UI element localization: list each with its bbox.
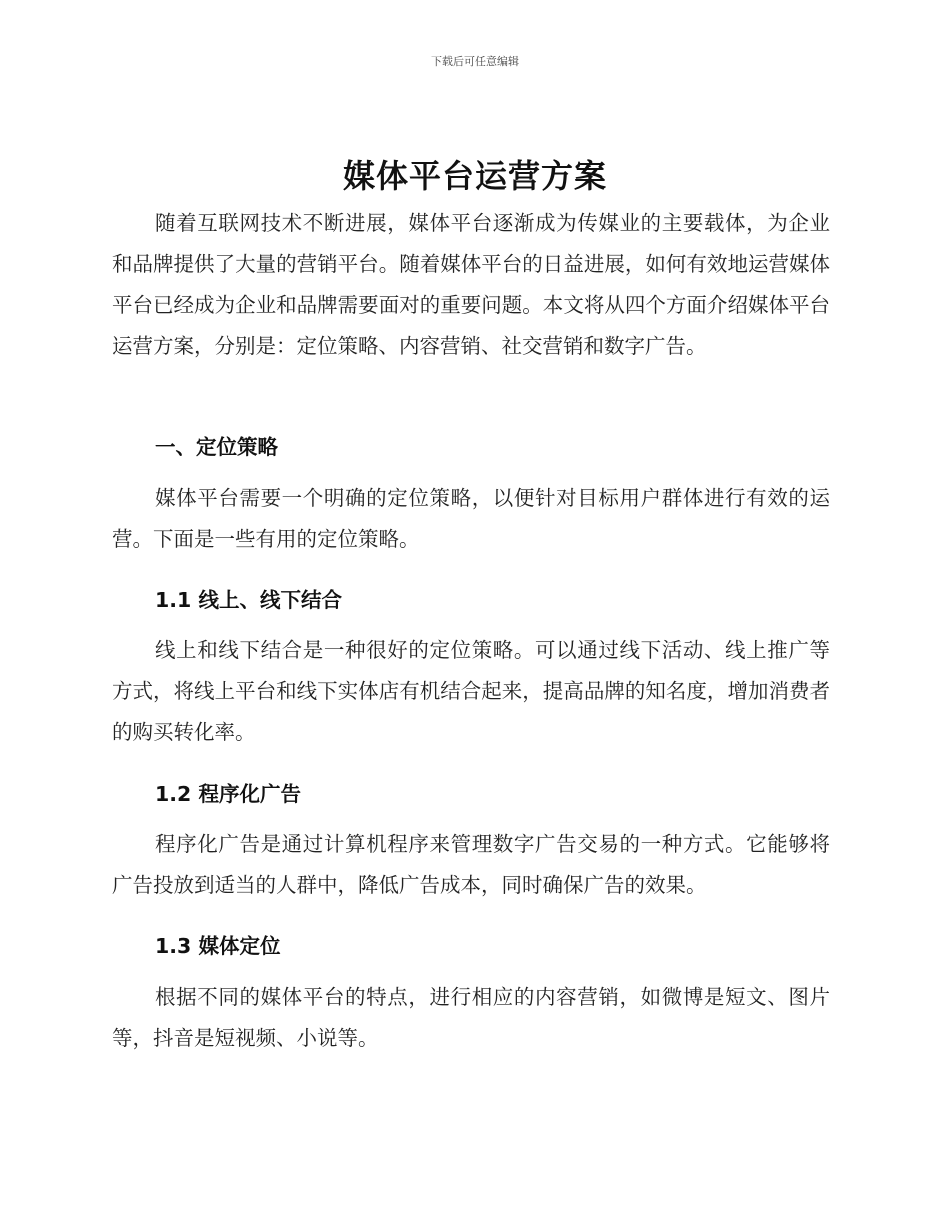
header-note: 下载后可任意编辑 — [431, 55, 519, 68]
section-heading-positioning: 一、定位策略 — [155, 435, 278, 459]
subsection-heading-media-positioning: 1.3 媒体定位 — [155, 934, 281, 958]
subsection-paragraph-online-offline: 线上和线下结合是一种很好的定位策略。可以通过线下活动、线上推广等方式，将线上平台和线下实体店有机结合起来，提高品牌的知名度，增加消费者的购买转化率。 — [112, 638, 830, 744]
document-title: 媒体平台运营方案 — [342, 157, 607, 195]
subsection-heading-programmatic-ads: 1.2 程序化广告 — [155, 782, 301, 806]
subsection-heading-online-offline: 1.1 线上、线下结合 — [155, 588, 342, 612]
subsection-paragraph-media-positioning: 根据不同的媒体平台的特点，进行相应的内容营销，如微博是短文、图片等，抖音是短视频、小说等。 — [112, 985, 830, 1050]
subsection-paragraph-programmatic-ads: 程序化广告是通过计算机程序来管理数字广告交易的一种方式。它能够将广告投放到适当的人群中，降低广告成本，同时确保广告的效果。 — [112, 832, 830, 897]
section-paragraph-positioning: 媒体平台需要一个明确的定位策略，以便针对目标用户群体进行有效的运营。下面是一些有用的定位策略。 — [112, 486, 830, 551]
intro-paragraph: 随着互联网技术不断进展，媒体平台逐渐成为传媒业的主要载体，为企业和品牌提供了大量的营销平台。随着媒体平台的日益进展，如何有效地运营媒体平台已经成为企业和品牌需要面对的重要问题。本文将从四个方面介绍媒体平台运营方案，分别是：定位策略、内容营销、社交营销和数字广告。 — [112, 211, 830, 358]
